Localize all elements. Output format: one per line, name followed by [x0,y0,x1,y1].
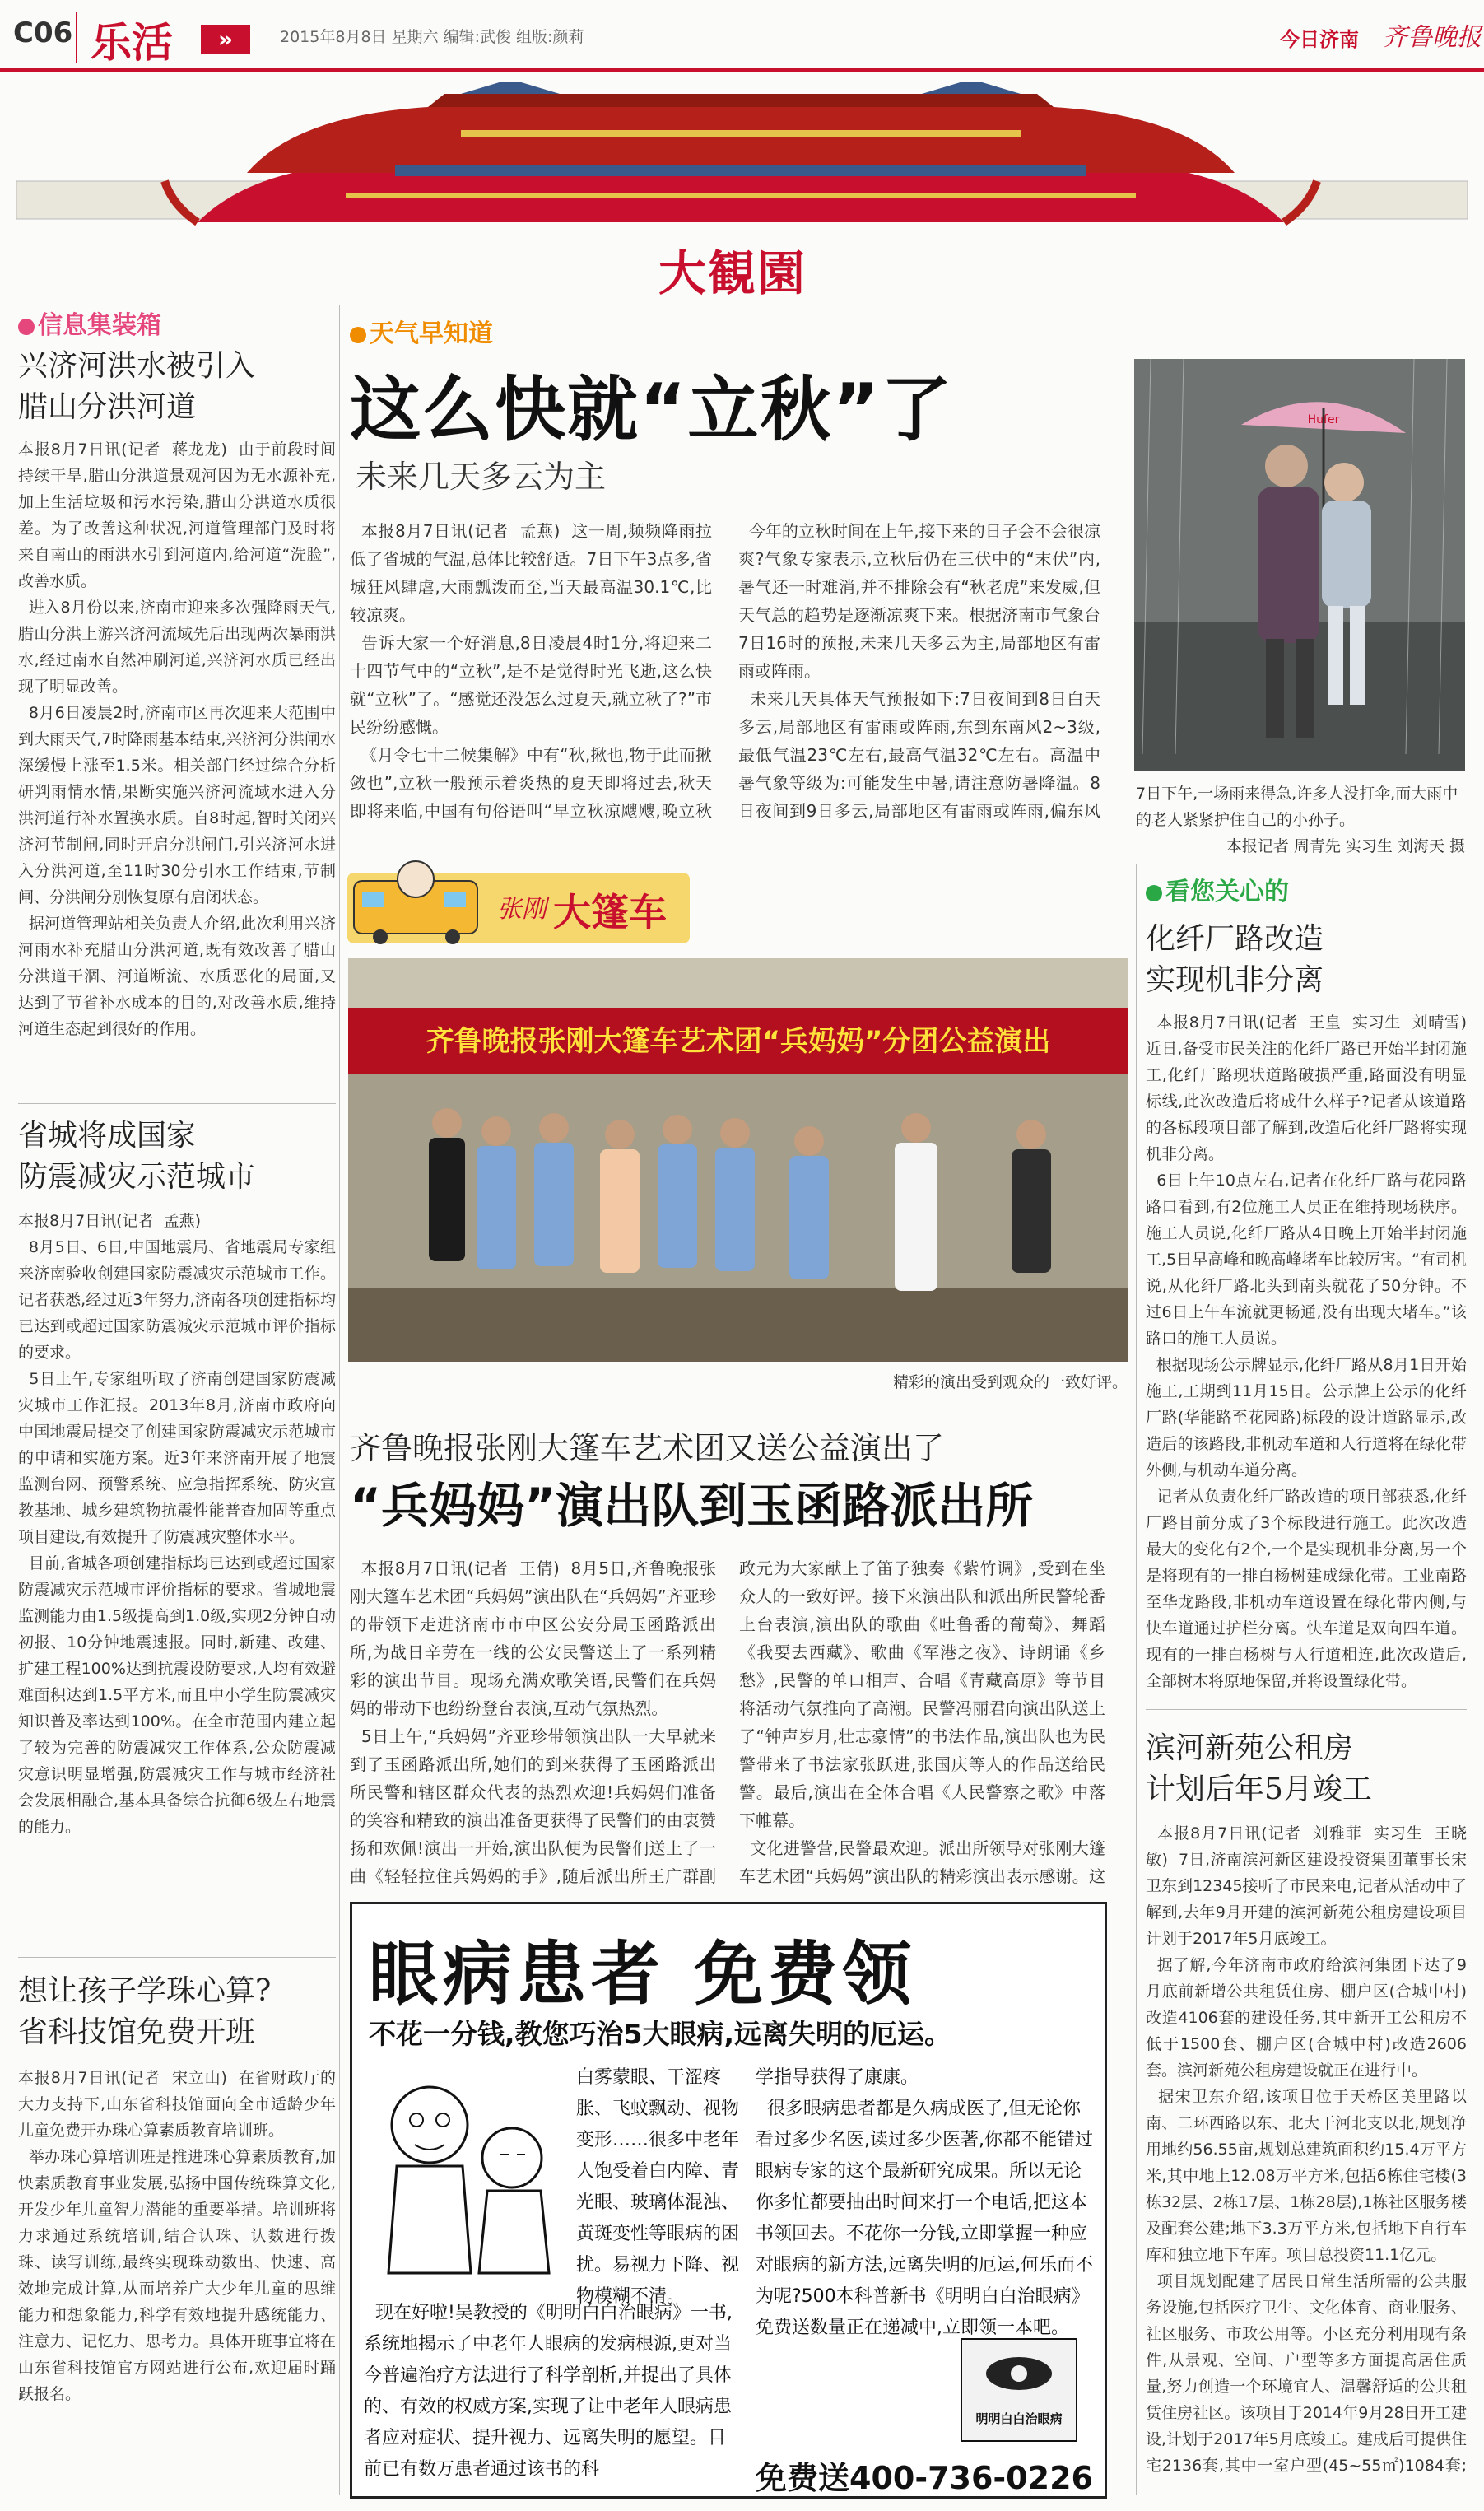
header-rule [0,68,1484,72]
ad-text: 白雾蒙眼、干涩疼胀、飞蚊飘动、视物变形……很多中老年人饱受着白内障、青光眼、玻璃体混浊、黄斑变性等眼病的困扰。易视力下降、视物模糊不清。 [576,2067,740,2307]
cartoon-doctor-illustration [364,2059,570,2281]
section-name: 乐活 [91,18,173,67]
article-body-column: 本报8月7日讯(记者 孟燕) 这一周,频频降雨拉低了省城的气温,总体比较舒适。7日下午3点多,省城狂风肆虐,大雨瓢泼而至,当天最高温30.1℃,比较凉爽。 告诉大家一个好消息,8日凌晨4时1分,将迎来二十四节气中的“立秋”,是不是觉得时光飞逝,这么快就“立秋”了。“感觉还没怎么过夏天,就立秋了?”市民纷纷感慨。 《月令七十二候集解》中有“秋,揪也,物于此而揪敛也”,立秋一般预示着炎热的夏天即将过去,秋天即将来临,中国有句俗语叫“早立秋凉飕飕,晚立秋 [350,521,712,821]
category-text: 信息集装箱 [38,311,161,340]
category-label [1146,871,1467,907]
category-text: 天气早知道 [370,319,493,348]
headline: 这么快就“立秋”了 [350,369,954,451]
book-title: 明明白白治眼病 [975,2411,1063,2426]
caption-text: 7日下午,一场雨来得急,许多人没打伞,而大雨中的老人紧紧护住自己的小孙子。 [1136,785,1458,829]
bullet-dot-icon [1146,885,1162,901]
column-title: 大観園 [658,245,807,301]
photo-caption: 精彩的演出受到观众的一致好评。 [892,1373,1128,1391]
article-divider [18,1957,336,1958]
brand-label: 今日济南 [1280,28,1359,51]
umbrella-brand-text: Hufer [1307,413,1340,426]
article-title: 省城将成国家 [18,1119,197,1153]
page-number: C06 [13,16,73,49]
header-divider [76,12,77,63]
left-column [18,305,336,2511]
article-body-column: 本报8月7日讯(记者 王倩) 8月5日,齐鲁晚报张刚大篷车艺术团“兵妈妈”演出队在“兵妈妈”齐亚珍的带领下走进济南市市中区公安分局玉函路派出所,为战日辛劳在一线的公安民警送上了一系列精彩的演出节目。现场充满欢歌笑语,民警们在兵妈妈的带动下也纷纷登台表演,互动气氛热烈。 5日上午,“兵妈妈”齐亚珍带领演出队一大早就来到了玉函路派出所,她们的到来获得了玉函路派出所民警和辖区群众代表的热烈欢迎!兵妈妈们准备的笑容和精致的演出准备更获得了民警们的由衷赞扬和欢佩!演出一开始,演出队便为民警们送上了一曲《轻轻拉住兵妈妈的手》,随后派出所王广群副 [350,1558,716,1884]
category-label [350,313,493,349]
article-body: 本报8月7日讯(记者 王皇 实习生 刘晴雪) 近日,备受市民关注的化纤厂路已开始半封闭施工,化纤厂路现状道路破损严重,路面没有明显标线,此次改造后将成什么样子?记者从该道路的各标段项目部了解到,改造后化纤厂路将实现机非分离。 6日上午10点左右,记者在化纤厂路与花园路路口看到,有2位施工人员正在维持现场秩序。施工人员说,化纤厂路从4日晚上开始半封闭施工,5日早高峰和晚高峰堵车比较厉害。“有司机说,从化纤厂路北头到南头就花了50分钟。不过6日上午车流就更畅通,没有出现大堵车。”该路口的施工人员说。 根据现场公示牌显示,化纤厂路从8月1日开始施工,工期到11月15日。公示牌上公示的化纤厂路(华能路至花园路)标段的设计道路显示,改造后的该路段,非机动车道和人行道将在绿化带外侧,与机动车道分离。 记者从负责化纤厂路改造的项目部获悉,化纤厂路目前分成了3个标段进行施工。此次改造最大的变化有2个,一个是实现机非分离,另一个是将现有的一排白杨树建成绿化带。工业南路至华龙路段,非机动车道设置在绿化带内侧,与快车道通过护栏分离。快车道是双向四车道。现有的一排白杨树与人行道相连,此次改造后,全部树木将原地保留,并将设置绿化带。 [1146,1013,1467,1690]
article-title: 化纤厂路改造 [1146,922,1324,956]
pagoda-roof-banner [0,82,1484,247]
ad-headline: 眼病患者 免费领 [369,1933,917,2015]
article-title: 省科技馆免费开班 [18,2015,256,2049]
performance-photo-image [348,958,1128,1362]
category-label [18,305,336,341]
subheadline: 未来几天多云为主 [356,459,607,495]
ad-text: 学指导获得了康康。 很多眼病患者都是久病成医了,但无论你看过多少名医,读过多少医著,你都不能错过眼病专家的这个最新研究成果。所以无论你多忙都要抽出时间来打一个电话,把这本书领回去。不花你一分钱,立即掌握一种应对眼病的新方法,远离失明的厄运,何乐而不为呢?500本科普新书《明明白白治眼病》免费送数量正在递减中,立即领一本吧。 [756,2067,1093,2338]
article-title: 腊山分洪河道 [18,390,197,424]
rain-photo [1134,359,1465,771]
photo-caption [1136,780,1465,860]
kicker-headline: 齐鲁晚报张刚大篷车艺术团又送公益演出了 [350,1430,945,1466]
article-body: 本报8月7日讯(记者 蒋龙龙) 由于前段时间持续干旱,腊山分洪道景观河因为无水源补充,加上生活垃圾和污水污染,腊山分洪道水质很差。为了改善这种状况,河道管理部门及时将来自南山的雨洪水引到河道内,给河道“洗脸”,改善水质。 进入8月份以来,济南市迎来多次强降雨天气,腊山分洪上游兴济河流域先后出现两次暴雨洪水,经过南水自然冲刷河道,兴济河水质已经出现了明显改善。 8月6日凌晨2时,济南市区再次迎来大范围中到大雨天气,7时降雨基本结束,兴济河分洪闸水深缓慢上涨至1.5米。相关部门经过综合分析研判雨情水情,果断实施兴济河流域水进入分洪河道行补水置换水质。自8时起,智时关闭兴济河节制闸,同时开启分洪闸门,引兴济河水进入分洪河道,至11时30分引水工作结束,节制闸、分洪闸分别恢复原有启闭状态。 据河道管理站相关负责人介绍,此次利用兴济河雨水补充腊山分洪河道,既有效改善了腊山分洪道干涸、河道断流、水质恶化的局面,又达到了节省补水成本的目的,对改善水质,维持河道生态起到很好的作用。 [18,440,336,1038]
headline: “兵妈妈”演出队到玉函路派出所 [350,1478,1034,1534]
ad-phone-number: 免费送400-736-0226 [756,2460,1093,2496]
eye-book-advertisement [350,1902,1107,2499]
article-title: 防震减灾示范城市 [18,1160,256,1194]
date-line: 2015年8月8日 星期六 编辑:武俊 组版:颜莉 [280,28,584,46]
article-body-column: 今年的立秋时间在上午,接下来的日子会不会很凉爽?气象专家表示,立秋后仍在三伏中的“末伏”内,暑气还一时难消,并不排除会有“秋老虎”来发威,但天气总的趋势是逐渐凉爽下来。根据济南市气象台7日16时的预报,未来几天多云为主,局部地区有雷雨或阵雨。 未来几天具体天气预报如下:7日夜间到8日白天多云,局部地区有雷雨或阵雨,东到东南风2~3级,最低气温23℃左右,最高气温32℃左右。高温中暑气象等级为:可能发生中暑,请注意防暑降温。8日夜间到9日多云,局部地区有雷雨或阵雨,偏东风 [738,521,1100,821]
column-divider [339,305,340,2495]
logo-name: 张刚 [497,895,547,924]
event-banner: 齐鲁晚报张刚大篷车艺术团“兵妈妈”分团公益演出 [426,1025,1051,1058]
article-title: 滨河新苑公租房 [1146,1731,1354,1765]
ad-text: 现在好啦!吴教授的《明明白白治眼病》一书,系统地揭示了中老年人眼病的发病根源,更对当今普遍治疗方法进行了科学剖析,并提出了具体的、有效的权威方案,实现了让中老年人眼病患者应对症状、提升视力、远离失明的愿望。目前已有数万患者通过该书的科 [364,2303,733,2480]
caravan-logo [346,860,691,947]
right-column [1146,871,1467,2479]
ad-subline: 不花一分钱,教您巧治5大眼病,远离失明的厄运。 [369,2018,952,2050]
article-body-column: 政元为大家献上了笛子独奏《紫竹调》,受到在坐众人的一致好评。接下来演出队和派出所民警轮番上台表演,演出队的歌曲《吐鲁番的葡萄》、舞蹈《我要去西藏》、歌曲《军港之夜》、诗朗诵《乡愁》,民警的单口相声、合唱《青藏高原》等节目将活动气氛推向了高潮。民警冯丽君向演出队送上了“钟声岁月,壮志豪情”的书法作品,演出队也为民警带来了书法家张跃进,张国庆等人的作品送给民警。最后,演出在全体合唱《人民警察之歌》中落下帷幕。 文化进警营,民警最欢迎。派出所领导对张刚大篷车艺术团“兵妈妈”演出队的精彩演出表示感谢。这 [739,1558,1105,1884]
bullet-dot-icon [18,319,35,335]
article-divider [18,1103,336,1104]
bullet-dot-icon [350,327,366,343]
book-cover-illustration [945,2332,1093,2448]
double-chevron-icon: » [201,25,250,54]
column-divider [1136,864,1137,2495]
article-title: 计划后年5月竣工 [1146,1773,1372,1806]
newspaper-logo: 齐鲁晚报 [1383,23,1482,52]
article-title: 实现机非分离 [1146,963,1324,997]
article-body: 本报8月7日讯(记者 刘雅菲 实习生 王晓敏) 7日,济南滨河新区建设投资集团董事长宋卫东到12345接听了市民来电,记者从活动中了解到,去年9月开建的滨河新苑公租房建设项目计划于2017年5月底竣工。 据了解,今年济南市政府给滨河集团下达了9月底前新增公共租赁住房、棚户区(合城中村)改造4106套的建设任务,其中新开工公租房不低于1500套、棚户区(合城中村)改造2606套。滨河新苑公租房建设就正在进行中。 据宋卫东介绍,该项目位于天桥区美里路以南、二环西路以东、北大干河北支以北,规划净用地约56.55亩,规划总建筑面积约15.4万平方米,其中地上12.08万平方米,包括6栋住宅楼(3栋32层、2栋17层、1栋28层),1栋社区服务楼及配套公建;地下3.3万平方米,包括地下自行车库和独立地下车库。项目总投资11.1亿元。 项目规划配建了居民日常生活所需的公共服务设施,包括医疗卫生、文化体育、商业服务、社区服务、市政公用等。小区充分利用现有条件,从景观、空间、户型等多方面提高居住质量,努力创造一个环境宜人、温馨舒适的公共租赁住房社区。该项目于2014年9月28日开工建设,计划于2017年5月底竣工。建成后可提供住宅2136套,其中一室户型(45~55㎡)1084套; [1146,1824,1467,2475]
category-text: 看您关心的 [1165,878,1289,906]
performance-photo [348,958,1128,1362]
article-title: 兴济河洪水被引入 [18,349,256,383]
photo-credit: 本报记者 周青先 实习生 刘海天 摄 [1226,837,1465,855]
article-body: 本报8月7日讯(记者 孟燕) 8月5日、6日,中国地震局、省地震局专家组来济南验收创建国家防震减灾示范城市工作。记者获悉,经过近3年努力,济南各项创建指标均已达到或超过国家防震减灾示范城市评价指标的要求。 5日上午,专家组听取了济南创建国家防震减灾城市工作汇报。2013年8月,济南市政府向中国地震局提交了创建国家防震减灾示范城市的申请和实施方案。近3年来济南开展了地震监测台网、预警系统、应急指挥系统、防灾宣教基地、城乡建筑物抗震性能普查加固等重点项目建设,有效提升了防震减灾整体水平。 目前,省城各项创建指标均已达到或超过国家防震减灾示范城市评价指标的要求。省城地震监测能力由1.5级提高到1.0级,实现2分钟自动初报、10分钟地震速报。同时,新建、改建、扩建工程100%达到抗震设防要求,人均有效避难面积达到1.5平方米,而且中小学生防震减灾知识普及率达到100%。在全市范围内建立起了较为完善的防震减灾工作体系,公众防震减灾意识明显增强,防震减灾工作与城市经济社会发展相融合,基本具备综合抗御6级左右地震的能力。 [18,1212,336,1836]
logo-text: 大篷车 [553,890,667,934]
article-divider [1146,1709,1467,1710]
page-header [0,0,1484,72]
article-body: 本报8月7日讯(记者 宋立山) 在省财政厅的大力支持下,山东省科技馆面向全市适龄少年儿童免费开办珠心算素质教育培训班。 举办珠心算培训班是推进珠心算素质教育,加快素质教育事业发展,弘扬中国传统珠算文化,开发少年儿童智力潜能的重要举措。培训班将力求通过系统培训,结合认珠、认数进行拨珠、读写训练,最终实现珠动数出、快速、高效地完成计算,从而培养广大少年儿童的思维能力和想象能力,科学有效地提升感统能力、注意力、记忆力、思考力。具体开班事宜将在山东省科技馆官方网站进行公布,欢迎届时踊跃报名。 [18,2069,336,2403]
article-title: 想让孩子学珠心算? [18,1974,272,2008]
